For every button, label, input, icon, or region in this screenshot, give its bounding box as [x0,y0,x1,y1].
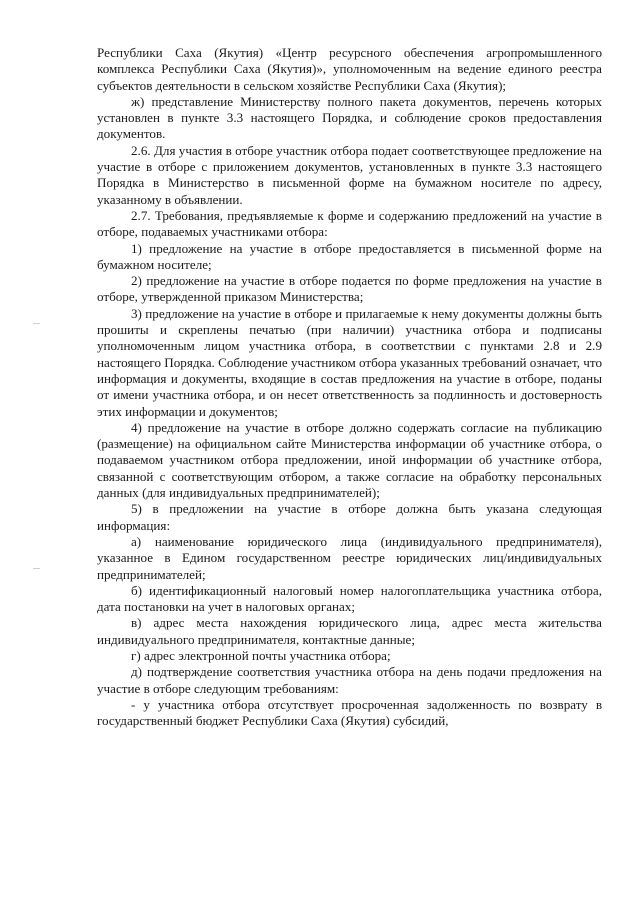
paragraph: 4) предложение на участие в отборе должно содержать согласие на публикацию (размещение) на официальном сайте Министерства информации об участнике отбора, о подаваемом участником отбора предложении, иной информации об участнике отбора, связанной с соответствующим отбором, а также согласие на обработку персональных данных (для индивидуальных предпринимателей); [97,419,602,501]
paragraph: - у участника отбора отсутствует просроченная задолженность по возврату в государственный бюджет Республики Саха (Якутия) субсидий, [97,696,602,729]
scan-mark [33,568,40,569]
paragraph: 2) предложение на участие в отборе подается по форме предложения на участие в отборе, утвержденной приказом Министерства; [97,273,602,305]
paragraph: а) наименование юридического лица (индивидуального предпринимателя), указанное в Едином государственном реестре юридических лиц/индивидуальных предпринимателей; [97,533,602,582]
scan-mark [33,323,40,324]
paragraph: 1) предложение на участие в отборе предоставляется в письменной форме на бумажном носителе; [97,240,602,272]
paragraph: 3) предложение на участие в отборе и прилагаемые к нему документы должны быть прошиты и скреплены печатью (при наличии) участника отбора и подписаны уполномоченным лицом участника отбора, в соответствии с пунктами 2.8 и 2.9 настоящего Порядка. Соблюдение участником отбора указанных требований означает, что информация и документы, входящие в состав предложения на участие в отборе, поданы от имени участника отбора, и он несет ответственность за подлинность и достоверность этих информации и документов; [97,305,602,419]
paragraph: г) адрес электронной почты участника отбора; [131,647,391,663]
paragraph: 2.7. Требования, предъявляемые к форме и содержанию предложений на участие в отборе, подаваемых участниками отбора: [97,207,602,240]
paragraph: в) адрес места нахождения юридического лица, адрес места жительства индивидуального предпринимателя, контактные данные; [97,615,602,647]
paragraph: 5) в предложении на участие в отборе должна быть указана следующая информация: [97,501,602,533]
paragraph: Республики Саха (Якутия) «Центр ресурсного обеспечения агропромышленного комплекса Республики Саха (Якутия)», уполномоченным на ведение единого реестра субъектов деятельности в сельском хозяйстве Республики Саха (Якутия); [97,45,602,93]
paragraph: ж) представление Министерству полного пакета документов, перечень которых установлен в пункте 3.3 настоящего Порядка, и соблюдение сроков предоставления документов. [97,93,602,142]
paragraph: 2.6. Для участия в отборе участник отбора подает соответствующее предложение на участие в отборе с приложением документов, установленных в пункте 3.3 настоящего Порядка в Министерство в письменной форме на бумажном носителе по адресу, указанному в объявлении. [97,142,602,207]
paragraph: д) подтверждение соответствия участника отбора на день подачи предложения на участие в отборе следующим требованиям: [97,664,602,696]
document-body [97,45,602,729]
paragraph: б) идентификационный налоговый номер налогоплательщика участника отбора, дата постановки на учет в налоговых органах; [97,582,602,615]
